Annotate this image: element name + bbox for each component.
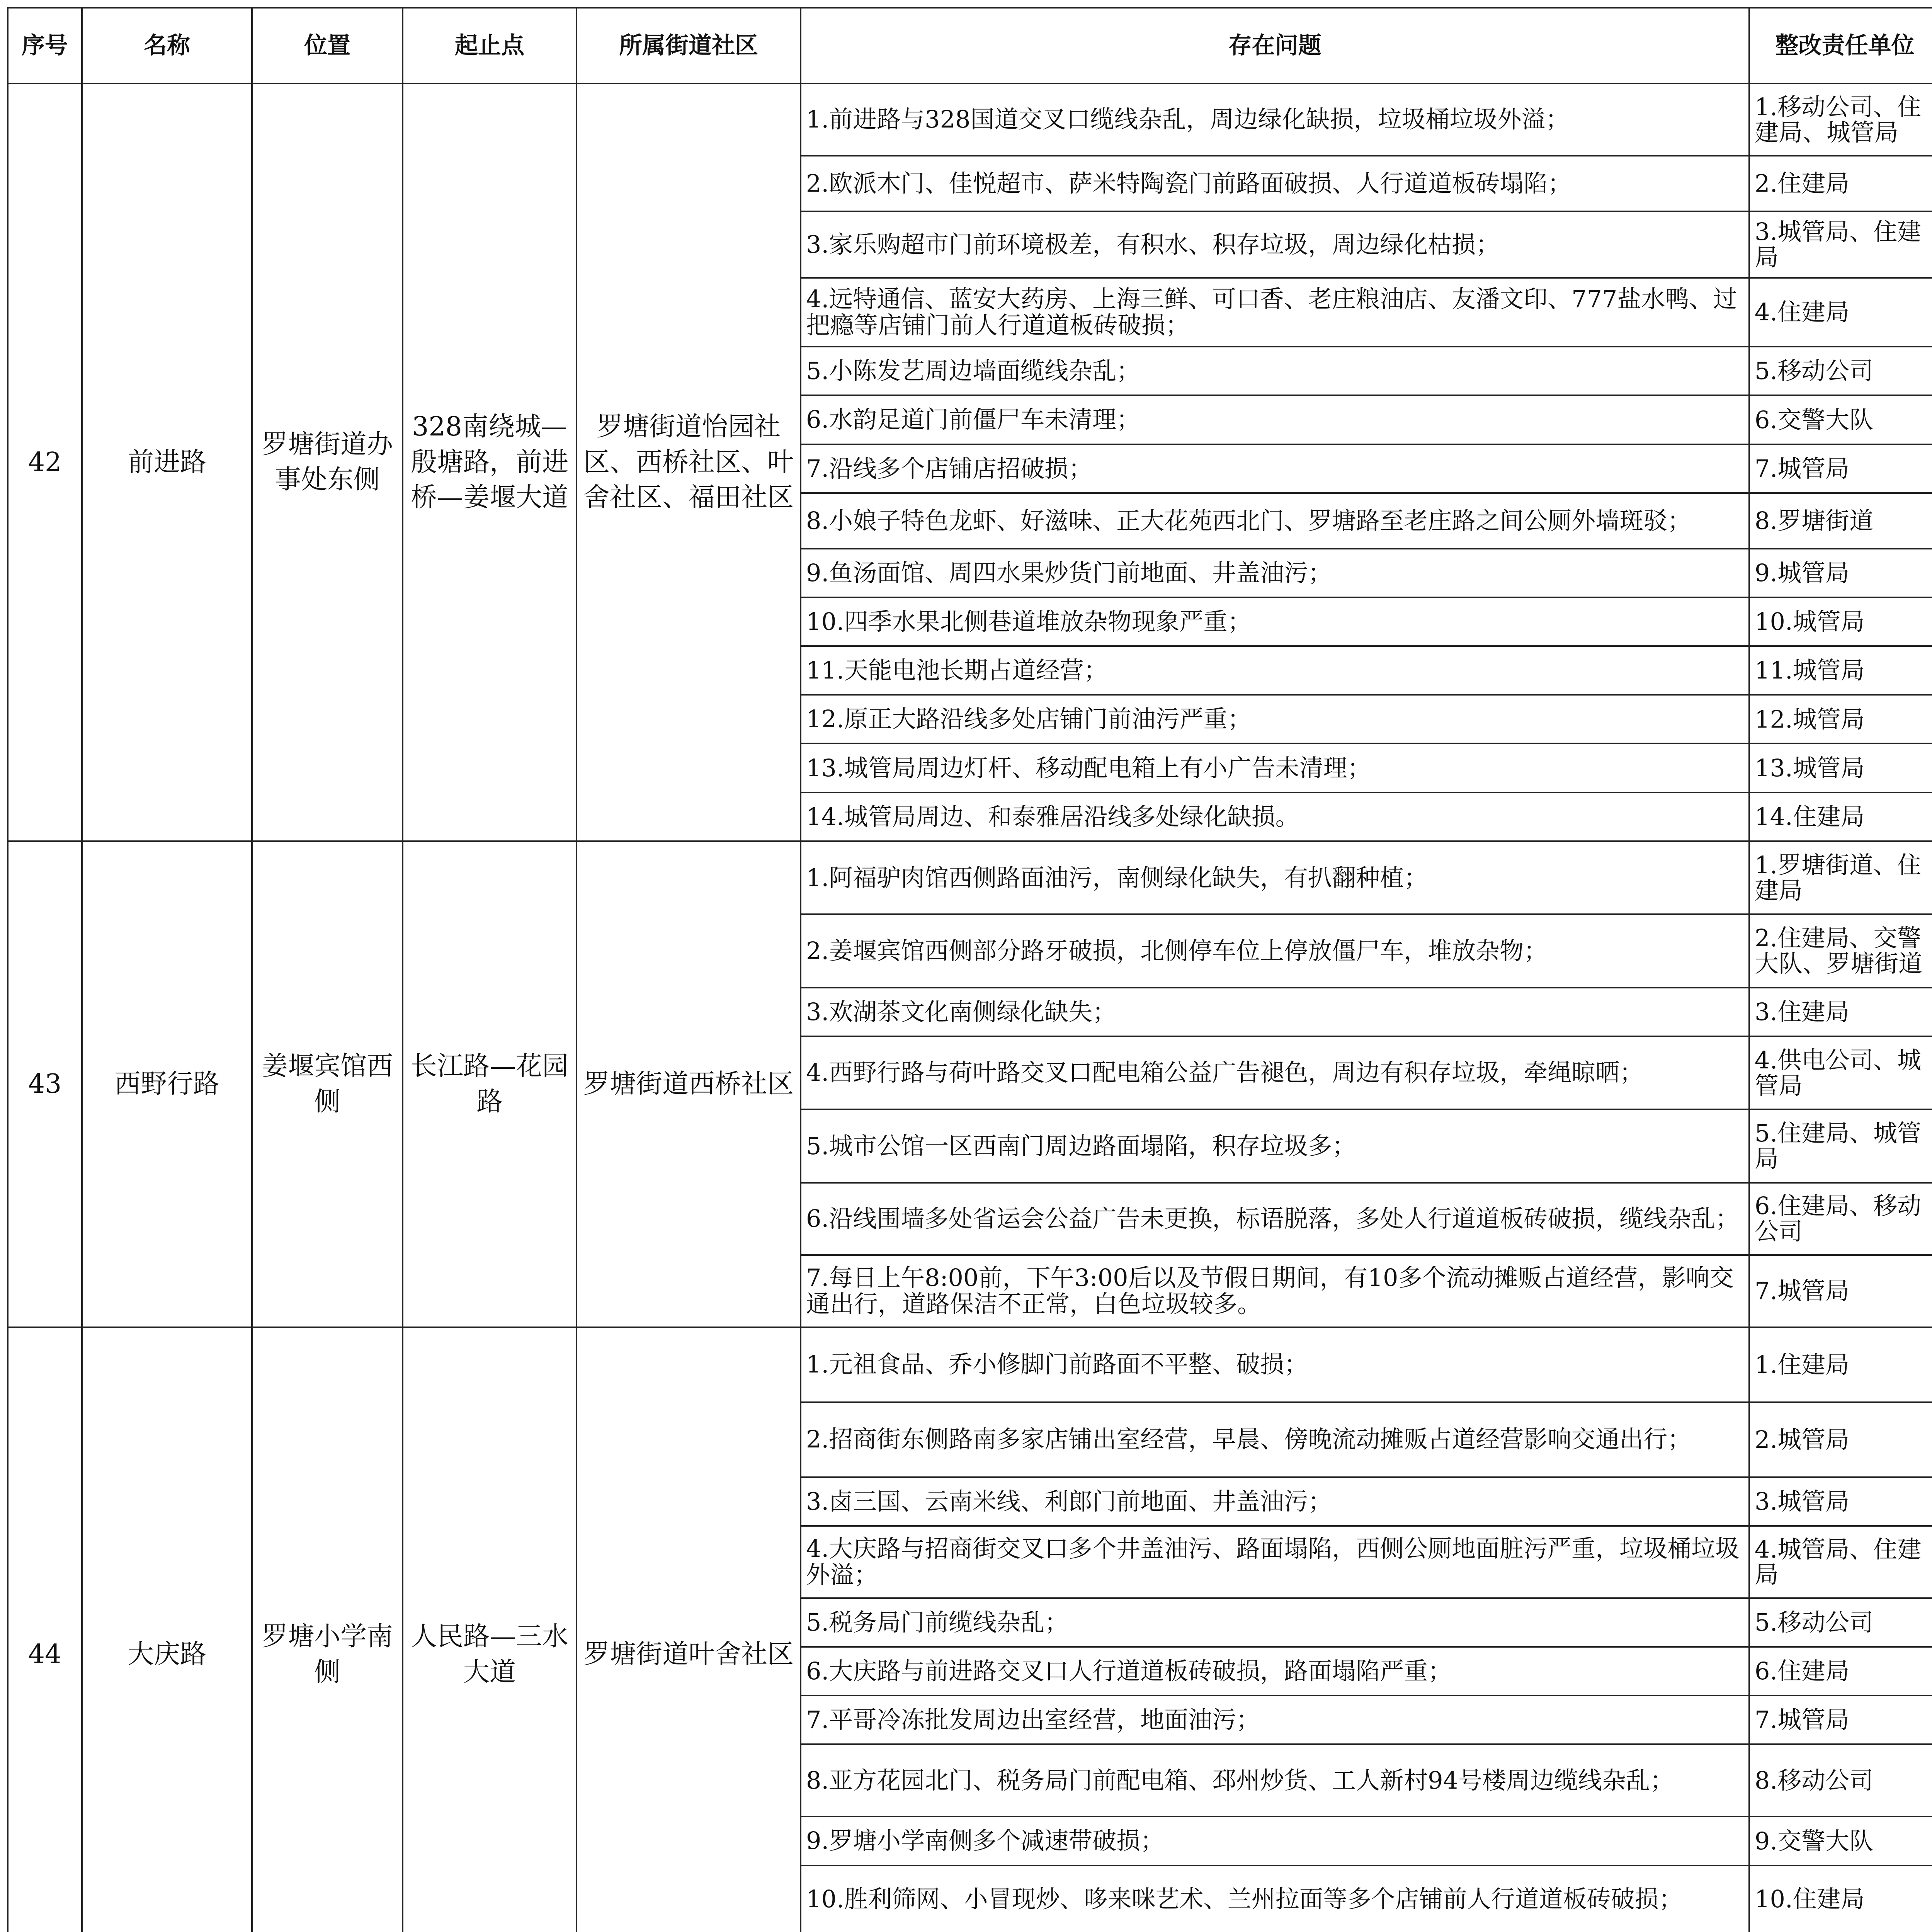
issue-cell: 5.税务局门前缆线杂乱； (801, 1598, 1749, 1647)
responsible-unit-cell: 6.交警大队 (1749, 395, 1932, 444)
issue-cell: 4.西野行路与荷叶路交叉口配电箱公益广告褪色，周边有积存垃圾，牵绳晾晒； (801, 1036, 1749, 1109)
responsible-unit-cell: 10.住建局 (1749, 1866, 1932, 1932)
issue-cell: 4.大庆路与招商街交叉口多个井盖油污、路面塌陷，西侧公厕地面脏污严重，垃圾桶垃圾外溢； (801, 1526, 1749, 1598)
responsible-unit-cell: 2.住建局 (1749, 156, 1932, 211)
responsible-unit-cell: 4.城管局、住建局 (1749, 1526, 1932, 1598)
responsible-unit-cell: 12.城管局 (1749, 695, 1932, 743)
responsible-unit-cell: 4.住建局 (1749, 278, 1932, 347)
responsible-unit-cell: 9.城管局 (1749, 549, 1932, 597)
table-row (8, 83, 1932, 156)
header-issue: 存在问题 (801, 8, 1749, 83)
section-number: 44 (8, 1327, 82, 1932)
table-row (8, 841, 1932, 914)
responsible-unit-cell: 6.住建局 (1749, 1647, 1932, 1696)
issue-cell: 3.家乐购超市门前环境极差，有积水、积存垃圾，周边绿化枯损； (801, 211, 1749, 278)
table-body (8, 83, 1932, 1932)
issue-cell: 1.元祖食品、乔小修脚门前路面不平整、破损； (801, 1327, 1749, 1402)
issue-cell: 10.胜利筛网、小冒现炒、哆来咪艺术、兰州拉面等多个店铺前人行道道板砖破损； (801, 1866, 1749, 1932)
responsible-unit-cell: 5.移动公司 (1749, 1598, 1932, 1647)
responsible-unit-cell: 10.城管局 (1749, 597, 1932, 646)
responsible-unit-cell: 8.罗塘街道 (1749, 493, 1932, 549)
issue-cell: 5.城市公馆一区西南门周边路面塌陷，积存垃圾多； (801, 1109, 1749, 1182)
responsible-unit-cell: 3.住建局 (1749, 988, 1932, 1036)
road-name: 大庆路 (82, 1327, 252, 1932)
issue-cell: 7.每日上午8:00前，下午3:00后以及节假日期间，有10多个流动摊贩占道经营，影响交通出行，道路保洁不正常，白色垃圾较多。 (801, 1255, 1749, 1327)
issue-cell: 2.招商街东侧路南多家店铺出室经营，早晨、傍晚流动摊贩占道经营影响交通出行； (801, 1402, 1749, 1477)
issue-cell: 8.亚方花园北门、税务局门前配电箱、邳州炒货、工人新村94号楼周边缆线杂乱； (801, 1744, 1749, 1816)
header-span: 起止点 (403, 8, 577, 83)
responsible-unit-cell: 9.交警大队 (1749, 1816, 1932, 1865)
issue-cell: 7.沿线多个店铺店招破损； (801, 444, 1749, 493)
issue-cell: 3.欢湖茶文化南侧绿化缺失； (801, 988, 1749, 1036)
road-span: 328南绕城—殷塘路，前进桥—姜堰大道 (403, 83, 577, 841)
issue-cell: 10.四季水果北侧巷道堆放杂物现象严重； (801, 597, 1749, 646)
issue-cell: 6.水韵足道门前僵尸车未清理； (801, 395, 1749, 444)
road-name: 前进路 (82, 83, 252, 841)
road-location: 罗塘街道办事处东侧 (252, 83, 403, 841)
issue-cell: 8.小娘子特色龙虾、好滋味、正大花苑西北门、罗塘路至老庄路之间公厕外墙斑驳； (801, 493, 1749, 549)
issue-cell: 9.罗塘小学南侧多个减速带破损； (801, 1816, 1749, 1865)
issue-cell: 14.城管局周边、和泰雅居沿线多处绿化缺损。 (801, 793, 1749, 841)
road-community: 罗塘街道怡园社区、西桥社区、叶舍社区、福田社区 (577, 83, 801, 841)
responsible-unit-cell: 1.移动公司、住建局、城管局 (1749, 83, 1932, 156)
issue-cell: 2.欧派木门、佳悦超市、萨米特陶瓷门前路面破损、人行道道板砖塌陷； (801, 156, 1749, 211)
responsible-unit-cell: 7.城管局 (1749, 1255, 1932, 1327)
issue-cell: 12.原正大路沿线多处店铺门前油污严重； (801, 695, 1749, 743)
header-row (8, 8, 1932, 83)
road-span: 人民路—三水大道 (403, 1327, 577, 1932)
issue-cell: 1.阿福驴肉馆西侧路面油污，南侧绿化缺失，有扒翻种植； (801, 841, 1749, 914)
issue-cell: 6.大庆路与前进路交叉口人行道道板砖破损，路面塌陷严重； (801, 1647, 1749, 1696)
table-row (8, 1327, 1932, 1402)
responsible-unit-cell: 14.住建局 (1749, 793, 1932, 841)
responsible-unit-cell: 8.移动公司 (1749, 1744, 1932, 1816)
issue-cell: 6.沿线围墙多处省运会公益广告未更换，标语脱落，多处人行道道板砖破损，缆线杂乱； (801, 1183, 1749, 1255)
responsible-unit-cell: 1.罗塘街道、住建局 (1749, 841, 1932, 914)
responsible-unit-cell: 5.住建局、城管局 (1749, 1109, 1932, 1182)
issue-cell: 4.远特通信、蓝安大药房、上海三鲜、可口香、老庄粮油店、友潘文印、777盐水鸭、过把瘾等店铺门前人行道道板砖破损； (801, 278, 1749, 347)
header-location: 位置 (252, 8, 403, 83)
header-unit: 整改责任单位 (1749, 8, 1932, 83)
issue-cell: 3.卤三国、云南米线、利郎门前地面、井盖油污； (801, 1477, 1749, 1526)
responsible-unit-cell: 2.住建局、交警大队、罗塘街道 (1749, 914, 1932, 987)
section-number: 43 (8, 841, 82, 1327)
issue-cell: 9.鱼汤面馆、周四水果炒货门前地面、井盖油污； (801, 549, 1749, 597)
header-no: 序号 (8, 8, 82, 83)
responsible-unit-cell: 7.城管局 (1749, 444, 1932, 493)
road-location: 罗塘小学南侧 (252, 1327, 403, 1932)
responsible-unit-cell: 1.住建局 (1749, 1327, 1932, 1402)
header-community: 所属街道社区 (577, 8, 801, 83)
issue-cell: 1.前进路与328国道交叉口缆线杂乱，周边绿化缺损，垃圾桶垃圾外溢； (801, 83, 1749, 156)
rectification-table (7, 7, 1932, 1932)
section-number: 42 (8, 83, 82, 841)
road-community: 罗塘街道西桥社区 (577, 841, 801, 1327)
responsible-unit-cell: 5.移动公司 (1749, 347, 1932, 395)
road-span: 长江路—花园路 (403, 841, 577, 1327)
issue-cell: 2.姜堰宾馆西侧部分路牙破损，北侧停车位上停放僵尸车，堆放杂物； (801, 914, 1749, 987)
issue-cell: 13.城管局周边灯杆、移动配电箱上有小广告未清理； (801, 743, 1749, 792)
header-name: 名称 (82, 8, 252, 83)
road-location: 姜堰宾馆西侧 (252, 841, 403, 1327)
responsible-unit-cell: 4.供电公司、城管局 (1749, 1036, 1932, 1109)
issue-cell: 7.平哥冷冻批发周边出室经营，地面油污； (801, 1696, 1749, 1744)
responsible-unit-cell: 11.城管局 (1749, 646, 1932, 695)
road-community: 罗塘街道叶舍社区 (577, 1327, 801, 1932)
responsible-unit-cell: 3.城管局、住建局 (1749, 211, 1932, 278)
issue-cell: 5.小陈发艺周边墙面缆线杂乱； (801, 347, 1749, 395)
responsible-unit-cell: 6.住建局、移动公司 (1749, 1183, 1932, 1255)
responsible-unit-cell: 13.城管局 (1749, 743, 1932, 792)
responsible-unit-cell: 2.城管局 (1749, 1402, 1932, 1477)
responsible-unit-cell: 3.城管局 (1749, 1477, 1932, 1526)
road-name: 西野行路 (82, 841, 252, 1327)
issue-cell: 11.天能电池长期占道经营； (801, 646, 1749, 695)
responsible-unit-cell: 7.城管局 (1749, 1696, 1932, 1744)
